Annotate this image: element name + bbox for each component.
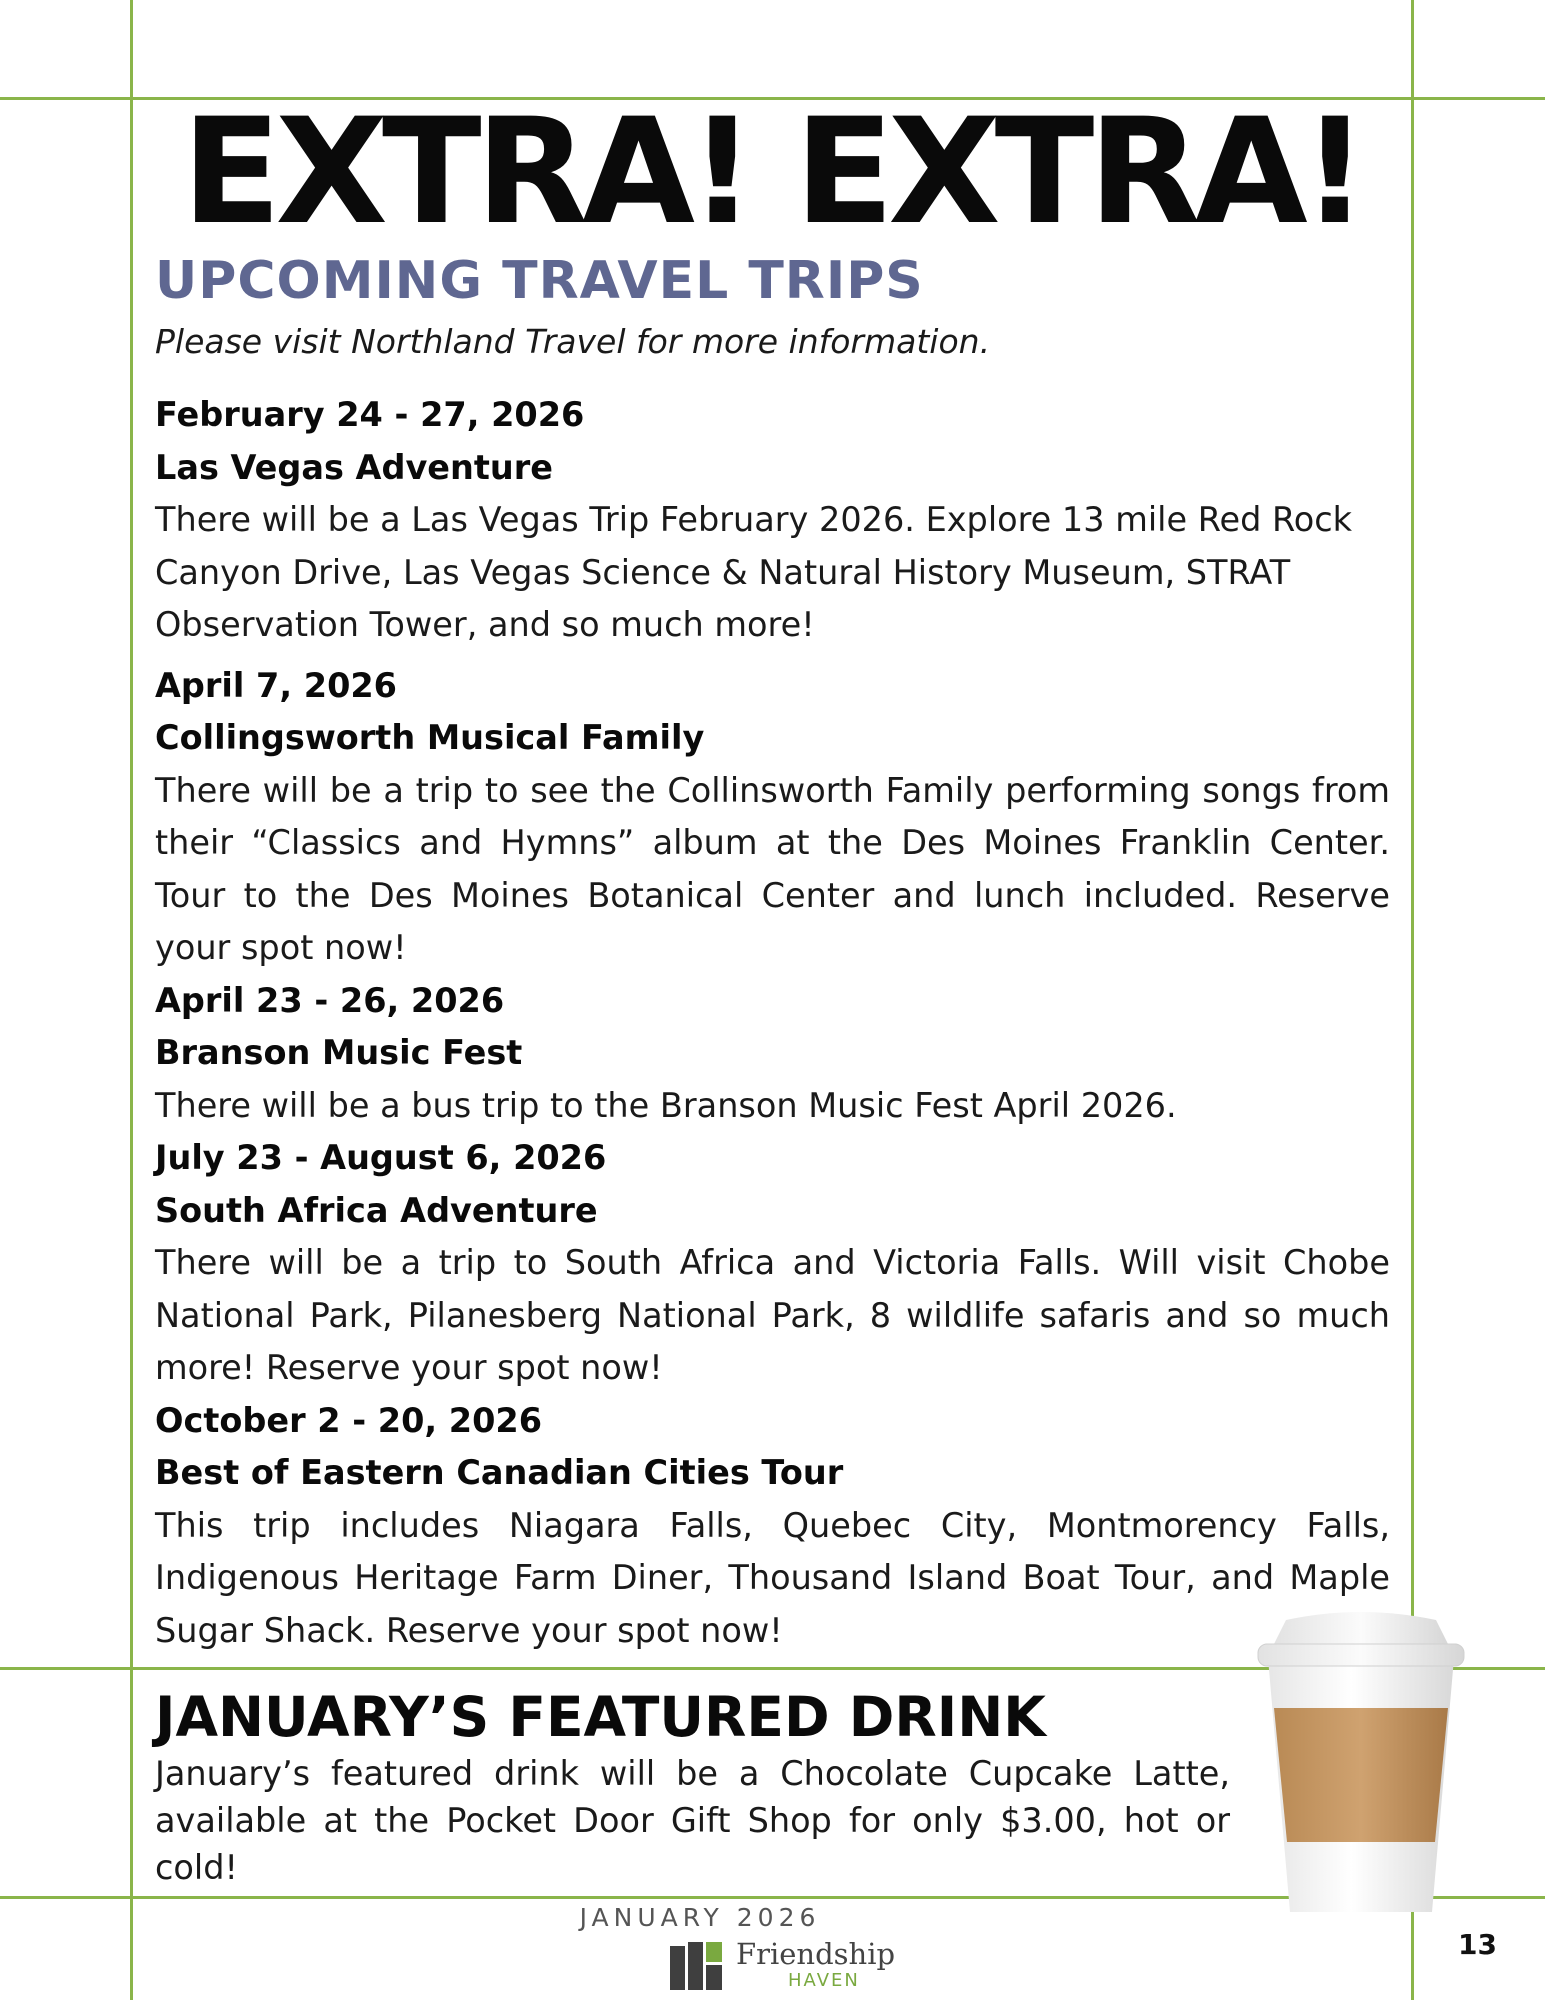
intro-text: Please visit Northland Travel for more information.	[155, 322, 991, 361]
trip-item	[155, 660, 1390, 975]
page-headline: EXTRA! EXTRA!	[181, 87, 1363, 257]
trip-item	[155, 1395, 1390, 1658]
trip-title: Las Vegas Adventure	[155, 447, 553, 487]
page-number: 13	[1458, 1928, 1497, 1961]
trip-list	[155, 389, 1390, 1657]
logo-name: Friendship	[736, 1937, 896, 1971]
trip-description: There will be a Las Vegas Trip February 2026. Explore 13 mile Red Rock Canyon Drive, Las Vegas Science & Natural History Museum, STRAT Observation Tower, and so much more!	[155, 500, 1353, 644]
trip-date: April 23 - 26, 2026	[155, 980, 505, 1020]
trip-date: October 2 - 20, 2026	[155, 1400, 543, 1440]
featured-drink-text: January’s featured drink will be a Chocolate Cupcake Latte, available at the Pocket Door Gift Shop for only $3.00, hot or cold!	[155, 1754, 1230, 1887]
trip-item	[155, 389, 1390, 652]
section-subtitle: UPCOMING TRAVEL TRIPS	[155, 251, 924, 311]
trip-description: There will be a bus trip to the Branson Music Fest April 2026.	[155, 1085, 1177, 1125]
trip-date: July 23 - August 6, 2026	[155, 1138, 607, 1177]
trip-title: Branson Music Fest	[155, 1033, 523, 1072]
left-border-line	[130, 0, 133, 2000]
friendship-haven-logo-icon	[668, 1940, 724, 1992]
trip-description: There will be a trip to see the Collinsworth Family performing songs from their “Classics and Hymns” album at the Des Moines Franklin Center. Tour to the Des Moines Botanical Center and lunch included. Reserve your spot now!	[155, 770, 1390, 967]
trip-title: South Africa Adventure	[155, 1190, 598, 1230]
trip-title: Best of Eastern Canadian Cities Tour	[155, 1453, 844, 1492]
trip-date: April 7, 2026	[155, 665, 397, 705]
featured-drink-title: JANUARY’S FEATURED DRINK	[155, 1685, 1046, 1749]
trip-description: There will be a trip to South Africa and Victoria Falls. Will visit Chobe National Park, Pilanesberg National Park, 8 wildlife safaris and so much more! Reserve your spot now!	[155, 1243, 1390, 1387]
trip-description: This trip includes Niagara Falls, Quebec City, Montmorency Falls, Indigenous Heritage Farm Diner, Thousand Island Boat Tour, and Maple Sugar Shack. Reserve your spot now!	[155, 1505, 1390, 1650]
footer-issue-date: JANUARY 2026	[579, 1903, 821, 1932]
logo-subtitle: HAVEN	[788, 1970, 860, 1991]
trip-item	[155, 1132, 1390, 1395]
coffee-cup-icon	[1236, 1600, 1486, 1920]
trip-date: February 24 - 27, 2026	[155, 395, 585, 434]
trip-title: Collingsworth Musical Family	[155, 718, 705, 757]
trip-item	[155, 975, 1390, 1133]
